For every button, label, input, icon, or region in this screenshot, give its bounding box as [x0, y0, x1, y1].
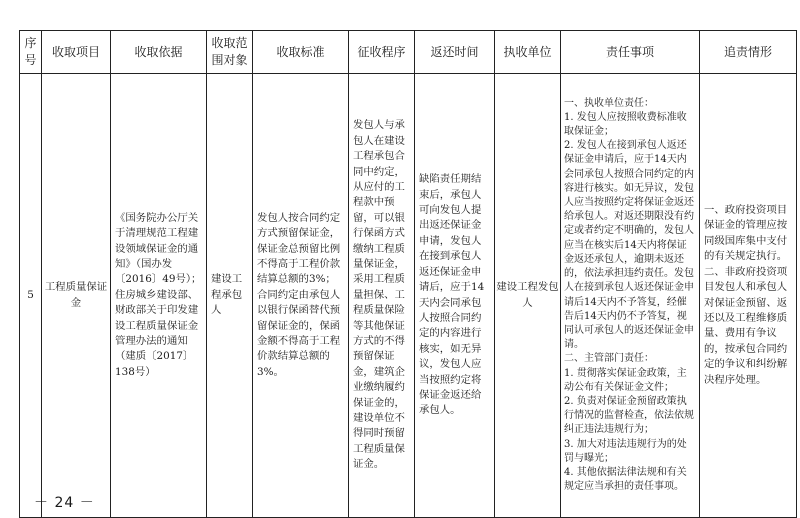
header-accountability: 追责情形: [700, 31, 797, 74]
cell-scope: 建设工程承包人: [207, 74, 253, 518]
page-number: － 24 －: [34, 495, 95, 511]
cell-item: 工程质量保证金: [42, 74, 111, 518]
cell-return-time: 缺陷责任期结束后，承包人可向发包人提出返还保证金申请，发包人在接到承包人返还保证金申请后，应于14天内会同承包人按照合同约定的内容进行核实，如无异议，发包人应当按照约定将保证金返还给承包人。: [415, 74, 495, 518]
cell-seq: 5: [20, 74, 42, 518]
header-basis: 收取依据: [111, 31, 207, 74]
table-row: [20, 74, 797, 518]
header-responsibility: 责任事项: [561, 31, 700, 74]
header-scope: 收取范围对象: [207, 31, 253, 74]
header-row: [20, 31, 797, 74]
header-seq: 序号: [20, 31, 42, 74]
cell-procedure: 发包人与承包人在建设工程承包合同中约定，从应付的工程款中预留，可以银行保函方式缴纳工程质量保证金，采用工程质量担保、工程质量保险等其他保证方式的不得预留保证金，建筑企业缴纳履约保证金的，建设单位不得同时预留工程质量保证金。: [349, 74, 415, 518]
cell-responsibility: 一、执收单位责任： 1. 发包人应按照收费标准收取保证金； 2. 发包人在接到承包人返还保证金申请后，应于14天内会同承包人按照合同约定的内容进行核实。如无异议，发包人应当按照约定将保证金返还给承包人。对返还期限没有约定或者约定不明确的，发包人应当在核实后14天内将保证金返还承包人，逾期未返还的，依法承担违约责任。发包人在接到承包人返还保证金申请后14天内不予答复，经催告后14天内仍不予答复，视同认可承包人的返还保证金申请。 二、主管部门责任： 1. 贯彻落实保证金政策，主动公布有关保证金文件； 2. 负责对保证金预留政策执行情况的监督检查，依法依规纠正违法违规行为； 3. 加大对违法违规行为的处罚与曝光； 4. 其他依据法律法规和有关规定应当承担的责任事项。: [561, 74, 700, 518]
header-item: 收取项目: [42, 31, 111, 74]
header-standard: 收取标准: [253, 31, 349, 74]
cell-basis: 《国务院办公厅关于清理规范工程建设领域保证金的通知》（国办发〔2016〕49号）；住房城乡建设部、财政部关于印发建设工程质量保证金管理办法的通知（建质〔2017〕138号）: [111, 74, 207, 518]
cell-standard: 发包人按合同约定方式预留保证金，保证金总预留比例不得高于工程价款结算总额的3%；合同约定由承包人以银行保函替代预留保证金的，保函金额不得高于工程价款结算总额的3%。: [253, 74, 349, 518]
cell-unit: 建设工程发包人: [495, 74, 561, 518]
header-procedure: 征收程序: [349, 31, 415, 74]
header-unit: 执收单位: [495, 31, 561, 74]
cell-accountability: 一、政府投资项目保证金的管理应按同级国库集中支付的有关规定执行。 二、非政府投资项目发包人和承包人对保证金预留、返还以及工程维修质量、费用有争议的，按承包合同约定的争议和纠纷解决程序处理。: [700, 74, 797, 518]
fee-table: [19, 30, 797, 518]
header-return-time: 返还时间: [415, 31, 495, 74]
